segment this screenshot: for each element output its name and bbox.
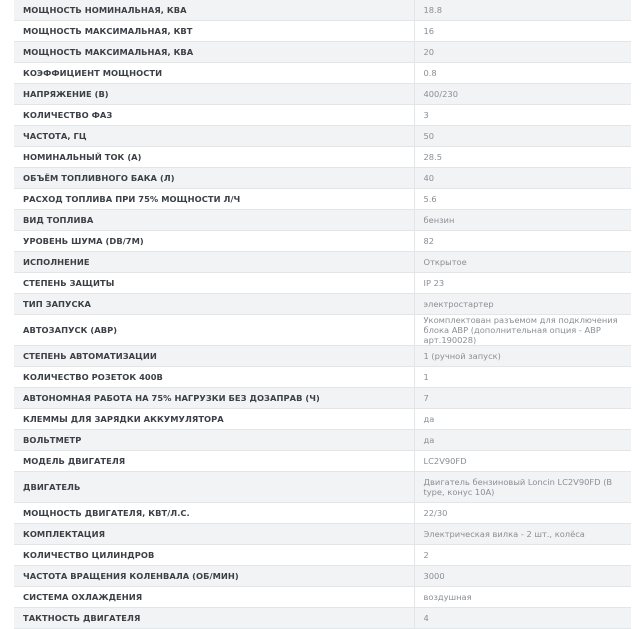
spec-label: ТИП ЗАПУСКА bbox=[14, 294, 414, 315]
spec-row bbox=[14, 545, 631, 566]
spec-row bbox=[14, 430, 631, 451]
spec-row bbox=[14, 21, 631, 42]
spec-value: 18.8 bbox=[414, 0, 631, 21]
spec-value: Двигатель бензиновый Loncin LC2V90FD (В type, конус 10А) bbox=[414, 472, 631, 503]
spec-label: ОБЪЁМ ТОПЛИВНОГО БАКА (Л) bbox=[14, 168, 414, 189]
spec-row bbox=[14, 84, 631, 105]
spec-value: 2 bbox=[414, 545, 631, 566]
spec-label: АВТОНОМНАЯ РАБОТА НА 75% НАГРУЗКИ БЕЗ ДОЗАПРАВ (Ч) bbox=[14, 388, 414, 409]
spec-row bbox=[14, 252, 631, 273]
spec-row bbox=[14, 367, 631, 388]
spec-value: 4 bbox=[414, 608, 631, 629]
spec-value: 0.8 bbox=[414, 63, 631, 84]
spec-label: СТЕПЕНЬ ЗАЩИТЫ bbox=[14, 273, 414, 294]
spec-value: 40 bbox=[414, 168, 631, 189]
spec-label: МОЩНОСТЬ НОМИНАЛЬНАЯ, КВА bbox=[14, 0, 414, 21]
spec-row bbox=[14, 566, 631, 587]
spec-label: УРОВЕНЬ ШУМА (DB/7M) bbox=[14, 231, 414, 252]
spec-value: 82 bbox=[414, 231, 631, 252]
spec-row bbox=[14, 231, 631, 252]
spec-row bbox=[14, 210, 631, 231]
spec-label: СТЕПЕНЬ АВТОМАТИЗАЦИИ bbox=[14, 346, 414, 367]
spec-value: 1 (ручной запуск) bbox=[414, 346, 631, 367]
spec-value: 5.6 bbox=[414, 189, 631, 210]
spec-value: Электрическая вилка - 2 шт., колёса bbox=[414, 524, 631, 545]
spec-row bbox=[14, 42, 631, 63]
spec-label: НАПРЯЖЕНИЕ (В) bbox=[14, 84, 414, 105]
spec-label: КОЛИЧЕСТВО ФАЗ bbox=[14, 105, 414, 126]
spec-value: 400/230 bbox=[414, 84, 631, 105]
spec-row bbox=[14, 147, 631, 168]
spec-label: СИСТЕМА ОХЛАЖДЕНИЯ bbox=[14, 587, 414, 608]
spec-row bbox=[14, 315, 631, 346]
spec-row bbox=[14, 189, 631, 210]
spec-label: КОЭФФИЦИЕНТ МОЩНОСТИ bbox=[14, 63, 414, 84]
spec-row bbox=[14, 451, 631, 472]
spec-value: Открытое bbox=[414, 252, 631, 273]
spec-label: ЧАСТОТА, ГЦ bbox=[14, 126, 414, 147]
spec-row bbox=[14, 503, 631, 524]
spec-value: 3000 bbox=[414, 566, 631, 587]
spec-value: IP 23 bbox=[414, 273, 631, 294]
spec-label: ТАКТНОСТЬ ДВИГАТЕЛЯ bbox=[14, 608, 414, 629]
spec-row bbox=[14, 409, 631, 430]
spec-row bbox=[14, 472, 631, 503]
spec-row bbox=[14, 346, 631, 367]
spec-value: электростартер bbox=[414, 294, 631, 315]
spec-value: 20 bbox=[414, 42, 631, 63]
spec-label: МОДЕЛЬ ДВИГАТЕЛЯ bbox=[14, 451, 414, 472]
spec-label: КОМПЛЕКТАЦИЯ bbox=[14, 524, 414, 545]
spec-value: 16 bbox=[414, 21, 631, 42]
spec-row bbox=[14, 168, 631, 189]
spec-row bbox=[14, 105, 631, 126]
spec-label: МОЩНОСТЬ ДВИГАТЕЛЯ, КВТ/Л.С. bbox=[14, 503, 414, 524]
spec-label: ВОЛЬТМЕТР bbox=[14, 430, 414, 451]
spec-row bbox=[14, 587, 631, 608]
spec-value: да bbox=[414, 430, 631, 451]
spec-label: КОЛИЧЕСТВО ЦИЛИНДРОВ bbox=[14, 545, 414, 566]
spec-row bbox=[14, 126, 631, 147]
spec-label: ДВИГАТЕЛЬ bbox=[14, 472, 414, 503]
spec-label: АВТОЗАПУСК (АВР) bbox=[14, 315, 414, 346]
spec-value: 50 bbox=[414, 126, 631, 147]
spec-label: МОЩНОСТЬ МАКСИМАЛЬНАЯ, КВТ bbox=[14, 21, 414, 42]
spec-row bbox=[14, 388, 631, 409]
spec-label: ИСПОЛНЕНИЕ bbox=[14, 252, 414, 273]
spec-value: воздушная bbox=[414, 587, 631, 608]
spec-row bbox=[14, 294, 631, 315]
spec-label: КЛЕММЫ ДЛЯ ЗАРЯДКИ АККУМУЛЯТОРА bbox=[14, 409, 414, 430]
spec-value: Укомплектован разъемом для подключения блока АВР (дополнительная опция - АВР арт.190028) bbox=[414, 315, 631, 346]
spec-value: 28.5 bbox=[414, 147, 631, 168]
spec-label: РАСХОД ТОПЛИВА ПРИ 75% МОЩНОСТИ Л/Ч bbox=[14, 189, 414, 210]
spec-value: да bbox=[414, 409, 631, 430]
spec-label: КОЛИЧЕСТВО РОЗЕТОК 400В bbox=[14, 367, 414, 388]
spec-value: 22/30 bbox=[414, 503, 631, 524]
spec-label: МОЩНОСТЬ МАКСИМАЛЬНАЯ, КВА bbox=[14, 42, 414, 63]
spec-row bbox=[14, 0, 631, 21]
spec-value: бензин bbox=[414, 210, 631, 231]
specifications-table bbox=[14, 0, 631, 629]
spec-label: ВИД ТОПЛИВА bbox=[14, 210, 414, 231]
spec-label: ЧАСТОТА ВРАЩЕНИЯ КОЛЕНВАЛА (ОБ/МИН) bbox=[14, 566, 414, 587]
spec-row bbox=[14, 524, 631, 545]
spec-label: НОМИНАЛЬНЫЙ ТОК (А) bbox=[14, 147, 414, 168]
spec-row bbox=[14, 273, 631, 294]
spec-value: LC2V90FD bbox=[414, 451, 631, 472]
spec-value: 7 bbox=[414, 388, 631, 409]
spec-value: 1 bbox=[414, 367, 631, 388]
spec-value: 3 bbox=[414, 105, 631, 126]
spec-row bbox=[14, 63, 631, 84]
spec-row bbox=[14, 608, 631, 629]
